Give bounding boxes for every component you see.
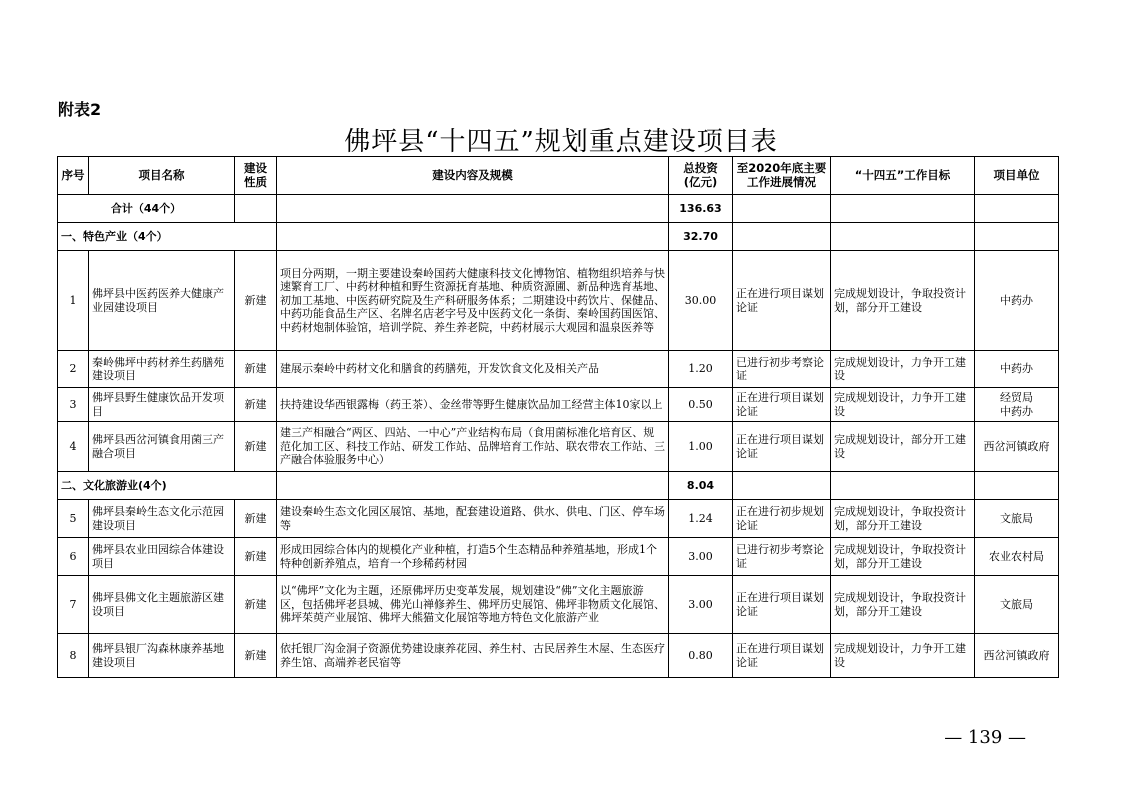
table-row [58,351,1059,388]
row-name: 佛坪县西岔河镇食用菌三产融合项目 [89,422,235,472]
header-name: 项目名称 [89,157,235,195]
row-goal: 完成规划设计，争取投资计划，部分开工建设 [831,500,975,538]
total-label: 合计（44个） [58,195,235,223]
table-row [58,388,1059,422]
total-row [58,195,1059,223]
row-content: 建设秦岭生态文化园区展馆、基地，配套建设道路、供水、供电、门区、停车场等 [277,500,669,538]
row-investment: 1.00 [669,422,733,472]
row-investment: 0.80 [669,634,733,678]
row-seq: 4 [58,422,89,472]
row-content: 扶持建设华西银露梅（药王茶）、金丝带等野生健康饮品加工经营主体10家以上 [277,388,669,422]
section-label: 二、文化旅游业(4个) [58,472,277,500]
row-seq: 2 [58,351,89,388]
row-goal: 完成规划设计，争取投资计划，部分开工建设 [831,576,975,634]
row-investment: 3.00 [669,576,733,634]
page-number: — 139 — [944,727,1026,748]
row-content: 建展示秦岭中药材文化和膳食的药膳苑，开发饮食文化及相关产品 [277,351,669,388]
table-row [58,251,1059,351]
row-goal: 完成规划设计，争取投资计划，部分开工建设 [831,538,975,576]
section-row [58,223,1059,251]
appendix-label: 附表2 [58,100,102,119]
row-progress: 正在进行项目谋划论证 [733,422,831,472]
table-row [58,422,1059,472]
row-investment: 1.20 [669,351,733,388]
header-nature: 建设 性质 [235,157,277,195]
header-progress: 至2020年底主要 工作进展情况 [733,157,831,195]
row-seq: 7 [58,576,89,634]
row-progress: 已进行初步考察论证 [733,351,831,388]
section-label: 一、特色产业（4个） [58,223,277,251]
row-nature: 新建 [235,351,277,388]
row-name: 佛坪县农业田园综合体建设项目 [89,538,235,576]
row-nature: 新建 [235,388,277,422]
row-nature: 新建 [235,634,277,678]
table-row [58,500,1059,538]
row-goal: 完成规划设计，部分开工建设 [831,422,975,472]
row-nature: 新建 [235,576,277,634]
row-nature: 新建 [235,538,277,576]
row-name: 佛坪县秦岭生态文化示范园建设项目 [89,500,235,538]
row-progress: 正在进行项目谋划论证 [733,576,831,634]
row-progress: 正在进行项目谋划论证 [733,634,831,678]
table-row [58,538,1059,576]
header-row [58,157,1059,195]
row-investment: 3.00 [669,538,733,576]
row-seq: 8 [58,634,89,678]
header-investment: 总投资 (亿元) [669,157,733,195]
row-unit: 中药办 [975,251,1059,351]
row-name: 佛坪县佛文化主题旅游区建设项目 [89,576,235,634]
header-content: 建设内容及规模 [277,157,669,195]
row-content: 形成田园综合体内的规模化产业种植，打造5个生态精品种养殖基地，形成1个特种创新养殖点，培育一个珍稀药材园 [277,538,669,576]
row-seq: 1 [58,251,89,351]
row-investment: 0.50 [669,388,733,422]
row-nature: 新建 [235,422,277,472]
row-unit: 西岔河镇政府 [975,422,1059,472]
row-unit: 文旅局 [975,500,1059,538]
row-investment: 1.24 [669,500,733,538]
row-content: 建三产相融合“两区、四站、一中心”产业结构布局（食用菌标准化培育区、规范化加工区、科技工作站、研发工作站、品牌培育工作站、联农带农工作站、三产融合体验服务中心） [277,422,669,472]
row-unit: 中药办 [975,351,1059,388]
row-nature: 新建 [235,251,277,351]
row-nature: 新建 [235,500,277,538]
row-content: 以“佛坪”文化为主题，还原佛坪历史变革发展，规划建设“佛”文化主题旅游区，包括佛坪老县城、佛光山禅修养生、佛坪历史展馆、佛坪非物质文化展馆、佛坪茱萸产业展馆、佛坪大熊猫文化展馆等地方特色文化旅游产业 [277,576,669,634]
row-unit: 文旅局 [975,576,1059,634]
page-title: 佛坪县“十四五”规划重点建设项目表 [344,127,778,157]
row-name: 秦岭佛坪中药材养生药膳苑建设项目 [89,351,235,388]
row-name: 佛坪县银厂沟森林康养基地建设项目 [89,634,235,678]
section-investment: 8.04 [669,472,733,500]
section-row [58,472,1059,500]
row-goal: 完成规划设计，争取投资计划，部分开工建设 [831,251,975,351]
row-seq: 5 [58,500,89,538]
row-content: 依托银厂沟金洞子资源优势建设康养花园、养生村、古民居养生木屋、生态医疗养生馆、高端养老民宿等 [277,634,669,678]
header-goal: “十四五”工作目标 [831,157,975,195]
row-unit: 经贸局 中药办 [975,388,1059,422]
row-unit: 西岔河镇政府 [975,634,1059,678]
total-investment: 136.63 [669,195,733,223]
row-seq: 3 [58,388,89,422]
row-unit: 农业农村局 [975,538,1059,576]
table-row [58,576,1059,634]
row-name: 佛坪县中医药医养大健康产业园建设项目 [89,251,235,351]
row-progress: 正在进行项目谋划论证 [733,388,831,422]
section-investment: 32.70 [669,223,733,251]
row-name: 佛坪县野生健康饮品开发项目 [89,388,235,422]
row-goal: 完成规划设计，力争开工建设 [831,388,975,422]
row-progress: 正在进行初步规划论证 [733,500,831,538]
row-investment: 30.00 [669,251,733,351]
row-content: 项目分两期，一期主要建设秦岭国药大健康科技文化博物馆、植物组织培养与快速繁育工厂、中药材种植和野生资源抚育基地、种质资源圃、新品种选育基地、初加工基地、中医药研究院及生产科研服务体系；二期建设中药饮片、保健品、中药功能食品生产区、名牌名店老字号及中医药文化一条街、秦岭国药国医馆、中药材炮制体验馆，培训学院、养生养老院，中药材展示大观园和温泉医养等 [277,251,669,351]
row-goal: 完成规划设计，力争开工建设 [831,634,975,678]
table-row [58,634,1059,678]
row-goal: 完成规划设计，力争开工建设 [831,351,975,388]
row-progress: 已进行初步考察论证 [733,538,831,576]
header-seq: 序号 [58,157,89,195]
project-table [57,156,1059,678]
row-seq: 6 [58,538,89,576]
row-progress: 正在进行项目谋划论证 [733,251,831,351]
header-unit: 项目单位 [975,157,1059,195]
